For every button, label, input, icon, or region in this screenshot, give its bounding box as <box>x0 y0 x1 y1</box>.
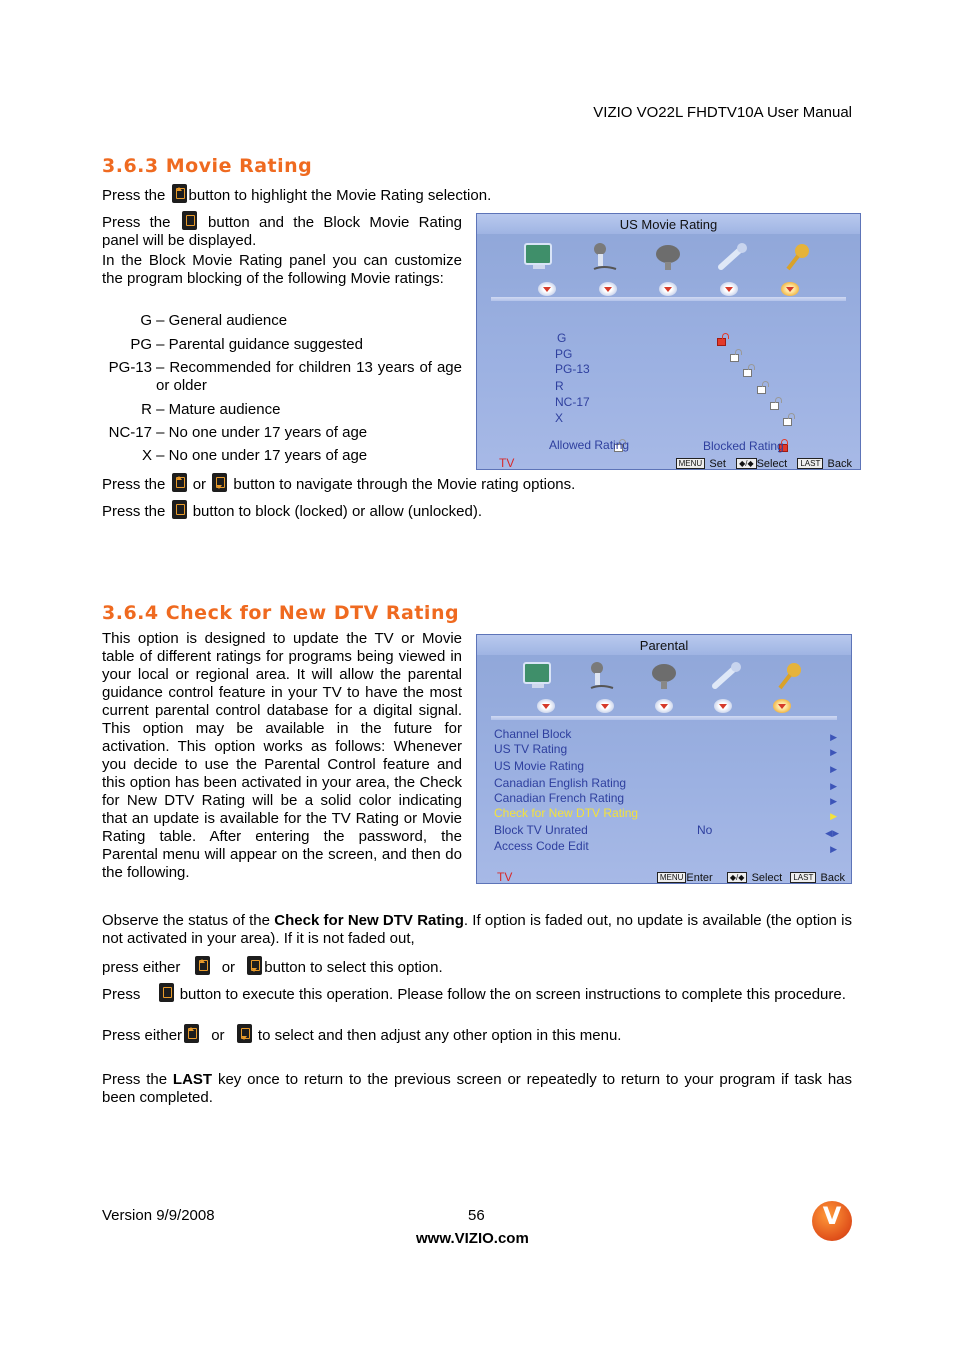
panel-divider <box>491 716 837 720</box>
footer-hints <box>676 454 852 473</box>
rating-option-pg13[interactable]: PG-13 <box>555 362 590 376</box>
tv-source-label: TV <box>497 870 513 884</box>
text-bold: Check for New DTV Rating <box>274 912 464 929</box>
down-arrow-selected-icon <box>781 282 799 296</box>
paragraph <box>102 211 462 250</box>
down-arrow-icon <box>599 282 617 296</box>
lock-open-icon[interactable] <box>783 418 792 426</box>
satellite-dish-icon[interactable] <box>649 240 687 274</box>
menu-icon-row <box>477 659 851 693</box>
menu-icon-row <box>477 240 860 274</box>
rating-desc: – General audience <box>156 312 288 329</box>
text: button to highlight the Movie Rating selection. <box>188 187 492 204</box>
rating-desc: – No one under 17 years of age <box>156 447 368 464</box>
hint-text: Back <box>820 872 845 884</box>
last-key-icon: LAST <box>797 458 823 469</box>
paragraph <box>102 1071 852 1107</box>
lock-open-icon[interactable] <box>730 354 739 362</box>
down-arrow-icon <box>538 282 556 296</box>
paragraph <box>102 500 802 521</box>
ch-up-button-icon <box>195 956 210 975</box>
paragraph: In the Block Movie Rating panel you can customize the program blocking of the following Movie ratings: <box>102 252 462 287</box>
text: Press the <box>102 503 166 520</box>
menu-item-us-tv-rating[interactable]: US TV Rating <box>494 742 568 756</box>
ch-up-button-icon <box>184 1024 199 1043</box>
down-arrow-icon <box>659 282 677 296</box>
text: Observe the status of the <box>102 912 275 929</box>
text: Press either <box>102 1027 183 1044</box>
tv-source-label: TV <box>499 456 515 470</box>
menu-key-icon: MENU <box>657 872 687 883</box>
version-label: Version 9/9/2008 <box>102 1207 215 1224</box>
menu-item-canadian-english-rating[interactable]: Canadian English Rating <box>494 776 627 790</box>
lock-open-icon[interactable] <box>743 369 752 377</box>
text: Press the <box>102 476 166 493</box>
text: button to select this option. <box>264 959 443 976</box>
left-right-arrows-icon: ◀▶ <box>825 828 839 838</box>
section-title-movie-rating: 3.6.3 Movie Rating <box>102 155 313 177</box>
rating-desc: – Mature audience <box>156 401 281 418</box>
hint-text: Select <box>756 458 788 470</box>
rating-option-pg[interactable]: PG <box>555 347 573 361</box>
rating-code: PG <box>130 336 152 353</box>
menu-arrow-row <box>477 699 851 713</box>
rating-code: PG-13 <box>108 359 152 376</box>
satellite-dish-icon[interactable] <box>645 659 683 693</box>
text: . If option is faded out, no update is available (the option is not activated in your area). If it is not faded out, <box>102 912 852 947</box>
rating-code: G <box>140 312 152 329</box>
volume-right-button-icon <box>182 211 197 230</box>
text: Press <box>102 986 141 1003</box>
panel-divider <box>491 297 846 301</box>
chevron-right-icon: ▶ <box>830 844 837 854</box>
manual-header-title: VIZIO VO22L FHDTV10A User Manual <box>593 104 852 121</box>
text: Press the <box>102 187 166 204</box>
hint-text: Set <box>709 458 726 470</box>
down-arrow-selected-icon <box>773 699 791 713</box>
menu-key-icon: MENU <box>676 458 706 469</box>
menu-item-us-movie-rating[interactable]: US Movie Rating <box>494 759 585 773</box>
rating-desc: – Recommended for children 13 years of age or older <box>156 359 462 394</box>
chevron-right-icon: ▶ <box>830 811 837 821</box>
paragraph: This option is designed to update the TV or Movie table of different ratings for programs being viewed in your local or regional area. It will allow the parental guidance control feature in your TV to have the most current parental control database for a digital signal. This option may be available in the future for activation. This option works as follows: Whenever you decide to use the Parental Control feature and this option has been activated in your area, the Check for New DTV Rating will be a solid color indicating that an update is available for the TV Rating or Movie Rating table. After entering the password, the Parental menu will appear on the screen, and then do the following. <box>102 630 462 881</box>
lock-open-selected-icon[interactable] <box>717 338 726 346</box>
volume-right-button-icon <box>172 500 187 519</box>
last-key-icon: LAST <box>790 872 816 883</box>
tv-icon[interactable] <box>519 659 557 693</box>
rating-code: NC-17 <box>108 424 152 441</box>
rating-option-nc17[interactable]: NC-17 <box>555 395 590 409</box>
legend-blocked: Blocked Rating <box>703 439 784 453</box>
microphone-icon[interactable] <box>582 659 620 693</box>
rating-desc: – No one under 17 years of age <box>156 424 368 441</box>
panel-footer <box>477 867 851 883</box>
website-link[interactable]: www.VIZIO.com <box>416 1230 529 1247</box>
arrow-keys-icon: ◆/◆ <box>736 458 757 469</box>
vizio-logo-icon <box>812 1201 852 1241</box>
microphone-icon[interactable] <box>585 240 623 274</box>
hint-text: Back <box>827 458 852 470</box>
paragraph <box>102 956 802 977</box>
text: button to block (locked) or allow (unlocked). <box>192 503 483 520</box>
logo-letter: V <box>822 1202 842 1230</box>
ch-down-button-icon <box>247 956 262 975</box>
menu-arrow-row <box>477 282 860 296</box>
paragraph <box>102 473 802 494</box>
rating-code: X <box>141 447 152 464</box>
menu-item-block-tv-unrated[interactable]: Block TV Unrated <box>494 823 588 837</box>
panel-title: US Movie Rating <box>619 217 718 232</box>
text: press either <box>102 959 181 976</box>
rating-item-pg13 <box>102 359 462 395</box>
chevron-right-icon: ▶ <box>830 796 837 806</box>
chevron-right-icon: ▶ <box>830 764 837 774</box>
text: or <box>211 1027 225 1044</box>
down-arrow-icon <box>720 282 738 296</box>
text: or <box>192 476 207 493</box>
paragraph <box>102 912 852 948</box>
ch-down-button-icon <box>237 1024 252 1043</box>
text: Press the <box>102 214 171 231</box>
chevron-right-icon: ▶ <box>830 747 837 757</box>
menu-item-canadian-french-rating[interactable]: Canadian French Rating <box>494 791 625 805</box>
rating-item-pg <box>102 336 462 354</box>
rating-item-x <box>102 447 462 465</box>
rating-code: R <box>141 401 152 418</box>
volume-right-button-icon <box>159 983 174 1002</box>
text: button to execute this operation. Please follow the on screen instructions to complete this procedure. <box>179 986 846 1003</box>
menu-item-check-new-dtv-rating[interactable]: Check for New DTV Rating <box>494 806 639 820</box>
rating-option-x[interactable]: X <box>555 411 564 425</box>
paragraph <box>102 184 562 205</box>
lock-open-icon[interactable] <box>757 386 766 394</box>
parental-panel <box>476 634 852 884</box>
down-arrow-icon <box>596 699 614 713</box>
text: Press the <box>102 1071 173 1088</box>
rating-option-g[interactable]: G <box>557 331 567 345</box>
key-icon[interactable] <box>779 240 817 274</box>
us-movie-rating-panel <box>476 213 861 470</box>
paragraph <box>102 1024 802 1045</box>
text: to select and then adjust any other option in this menu. <box>257 1027 622 1044</box>
ch-up-button-icon <box>172 473 187 492</box>
paragraph <box>102 983 852 1004</box>
text: or <box>221 959 236 976</box>
legend-allowed: Allowed Rating <box>549 438 630 452</box>
menu-item-access-code-edit[interactable]: Access Code Edit <box>494 839 589 853</box>
down-arrow-icon <box>655 699 673 713</box>
page-number: 56 <box>468 1207 485 1224</box>
ch-up-button-icon <box>172 184 187 203</box>
text: button to navigate through the Movie rating options. <box>233 476 576 493</box>
panel-footer <box>477 453 860 469</box>
rating-desc: – Parental guidance suggested <box>156 336 363 353</box>
hint-text: Enter <box>686 872 713 884</box>
arrow-keys-icon: ◆/◆ <box>727 872 748 883</box>
rating-item-nc17 <box>102 424 462 442</box>
wrench-icon[interactable] <box>714 240 752 274</box>
footer-hints <box>657 868 845 887</box>
ch-down-button-icon <box>212 473 227 492</box>
menu-item-channel-block[interactable]: Channel Block <box>494 727 572 741</box>
rating-item-r <box>102 401 462 419</box>
text-bold: LAST <box>172 1071 213 1088</box>
section-title-check-dtv-rating: 3.6.4 Check for New DTV Rating <box>102 602 460 624</box>
block-tv-unrated-value: No <box>697 823 713 837</box>
lock-open-icon[interactable] <box>770 402 779 410</box>
wrench-icon[interactable] <box>708 659 746 693</box>
down-arrow-icon <box>537 699 555 713</box>
chevron-right-icon: ▶ <box>830 781 837 791</box>
down-arrow-icon <box>714 699 732 713</box>
chevron-right-icon: ▶ <box>830 732 837 742</box>
key-icon[interactable] <box>771 659 809 693</box>
rating-item-g <box>102 312 462 330</box>
hint-text: Select <box>751 872 783 884</box>
text: key once to return to the previous screen or repeatedly to return to your program if task has been completed. <box>102 1071 853 1106</box>
tv-icon[interactable] <box>520 240 558 274</box>
panel-title: Parental <box>639 638 689 653</box>
text: button and the Block Movie Rating panel will be displayed. <box>102 214 463 249</box>
rating-option-r[interactable]: R <box>555 379 564 393</box>
